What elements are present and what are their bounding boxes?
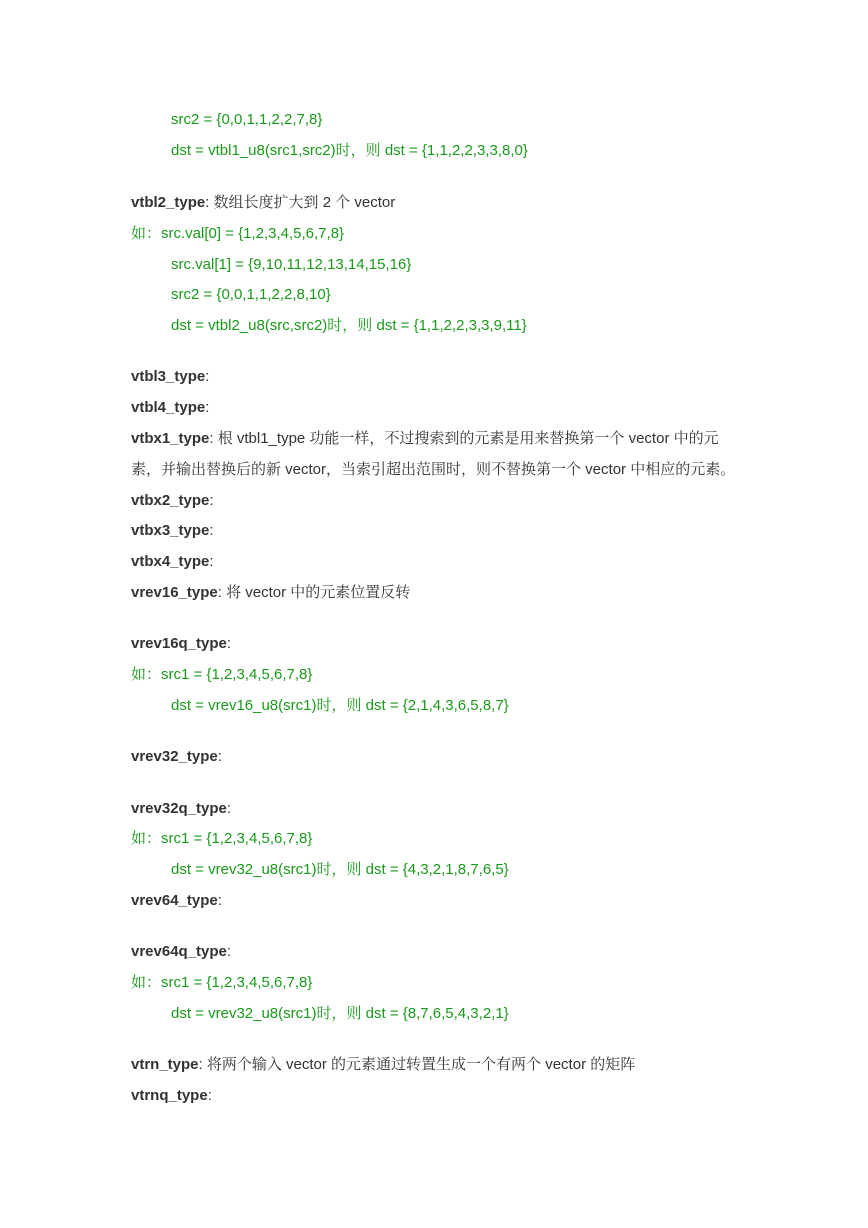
term-label: vrev64_type <box>131 892 218 909</box>
term-description: : <box>209 522 214 539</box>
term-description: : <box>205 399 210 416</box>
term-description: : <box>217 892 222 909</box>
term-label: vrev16_type <box>131 584 218 601</box>
example-line: 如：src.val[0] = {1,2,3,4,5,6,7,8} <box>131 225 345 242</box>
term-description: : <box>209 553 214 570</box>
term-description: : <box>226 800 232 817</box>
term-description: : 将 vector 中的元素位置反转 <box>217 584 411 601</box>
definition-line <box>131 1086 212 1106</box>
term-description: : <box>207 1087 212 1104</box>
term-description: : <box>217 748 222 765</box>
example-line: 如：src1 = {1,2,3,4,5,6,7,8} <box>131 830 313 847</box>
example-line: src2 = {0,0,1,1,2,2,7,8} <box>171 111 323 128</box>
term-description: : 数组长度扩大到 2 个 vector <box>205 194 396 211</box>
definition-line <box>131 521 214 541</box>
definition-line <box>131 491 214 511</box>
definition-line <box>131 583 410 603</box>
term-description: : 根 vtbl1_type 功能一样，不过搜索到的元素是用来替换第一个 vector 中的元 <box>209 430 719 447</box>
definition-line <box>131 747 222 767</box>
term-label: vtbx1_type <box>131 430 210 447</box>
term-label: vtbl3_type <box>131 368 206 385</box>
term-label: vtrn_type <box>131 1056 199 1073</box>
term-description: : <box>226 635 232 652</box>
example-line: 如：src1 = {1,2,3,4,5,6,7,8} <box>131 974 313 991</box>
definition-line <box>131 193 395 213</box>
term-description: : <box>226 943 232 960</box>
definition-line <box>131 891 222 911</box>
term-label: vtbl4_type <box>131 399 206 416</box>
example-line: dst = vrev16_u8(src1)时，则 dst = {2,1,4,3,6,5,8,7} <box>171 697 509 714</box>
term-description: : <box>205 368 210 385</box>
term-label: vtbx4_type <box>131 553 210 570</box>
definition-line <box>131 1055 635 1075</box>
example-line: dst = vrev32_u8(src1)时，则 dst = {4,3,2,1,8,7,6,5} <box>171 861 509 878</box>
term-description: : <box>209 492 214 509</box>
definition-line <box>131 398 209 418</box>
example-line: src.val[1] = {9,10,11,12,13,14,15,16} <box>171 256 412 273</box>
example-line: 如：src1 = {1,2,3,4,5,6,7,8} <box>131 666 313 683</box>
term-label: vtbx2_type <box>131 492 210 509</box>
term-label: vrev32q_type <box>131 800 227 817</box>
definition-line <box>131 367 209 387</box>
definition-line <box>131 799 231 819</box>
term-label: vtbx3_type <box>131 522 210 539</box>
example-line: dst = vtbl1_u8(src1,src2)时，则 dst = {1,1,2,2,3,3,8,0} <box>171 142 528 159</box>
definition-line <box>131 942 231 962</box>
term-label: vtrnq_type <box>131 1087 208 1104</box>
term-label: vrev16q_type <box>131 635 227 652</box>
definition-line <box>131 634 231 654</box>
term-label: vtbl2_type <box>131 194 206 211</box>
term-label: vrev64q_type <box>131 943 227 960</box>
paragraph-line: 素，并输出替换后的新 vector，当索引超出范围时，则不替换第一个 vector 中相应的元素。 <box>131 461 736 478</box>
definition-line <box>131 552 214 572</box>
definition-line <box>131 429 719 449</box>
term-label: vrev32_type <box>131 748 218 765</box>
example-line: dst = vtbl2_u8(src,src2)时，则 dst = {1,1,2,2,3,3,9,11} <box>171 317 527 334</box>
term-description: : 将两个输入 vector 的元素通过转置生成一个有两个 vector 的矩阵 <box>198 1056 636 1073</box>
example-line: dst = vrev32_u8(src1)时，则 dst = {8,7,6,5,4,3,2,1} <box>171 1005 509 1022</box>
example-line: src2 = {0,0,1,1,2,2,8,10} <box>171 286 331 303</box>
